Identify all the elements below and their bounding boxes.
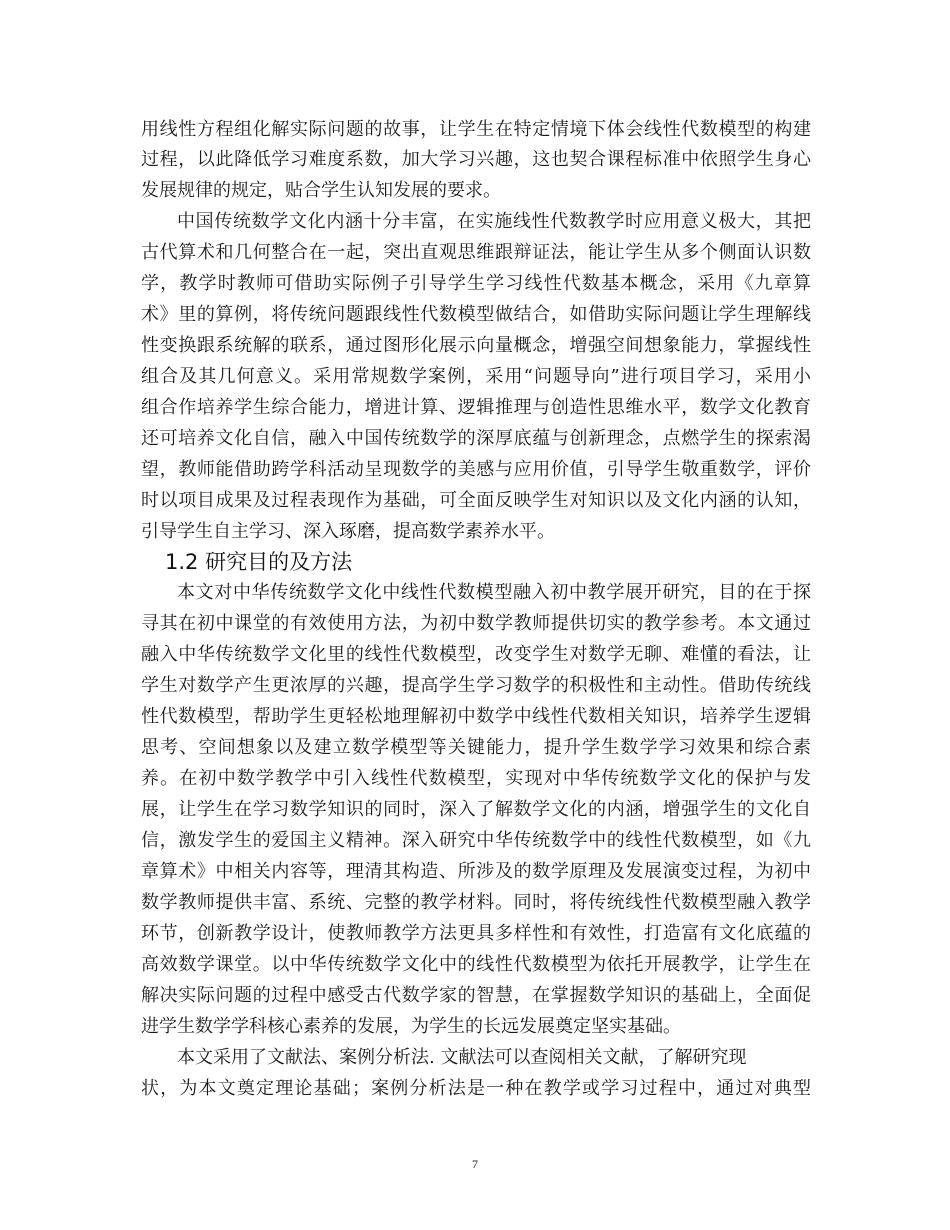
section-heading: 1.2 研究目的及方法 (165, 550, 353, 574)
paragraph-3-line-8: 展，让学生在学习数学知识的同时，深入了解数学文化的内涵，增强学生的文化自 (141, 799, 811, 820)
paragraph-3-line-2: 寻其在初中课堂的有效使用方法，为初中数学教师提供切实的教学参考。本文通过 (141, 613, 811, 634)
paragraph-1-line-1: 用线性方程组化解实际问题的故事，让学生在特定情境下体会线性代数模型的构建 (141, 119, 811, 140)
page-number: 7 (472, 1157, 478, 1171)
paragraph-1-line-2: 过程，以此降低学习难度系数，加大学习兴趣，这也契合课程标准中依照学生身心 (141, 149, 811, 170)
paragraph-2-line-6: 组合及其几何意义。采用常规数学案例，采用“问题导向”进行项目学习，采用小 (141, 366, 811, 387)
paragraph-3-line-12: 环节，创新教学设计，使教师教学方法更具多样性和有效性，打造富有文化底蕴的 (141, 923, 811, 944)
paragraph-4-line-1: 本文采用了文献法、案例分析法. 文献法可以查阅相关文献，了解研究现 (177, 1047, 747, 1068)
paragraph-2-line-7: 组合作培养学生综合能力，增进计算、逻辑推理与创造性思维水平，数学文化教育 (141, 397, 811, 418)
paragraph-2-line-5: 性变换跟系统解的联系，通过图形化展示向量概念，增强空间想象能力，掌握线性 (141, 335, 811, 356)
paragraph-4-line-2: 状，为本文奠定理论基础；案例分析法是一种在教学或学习过程中，通过对典型 (141, 1078, 811, 1099)
paragraph-2-line-3: 学，教学时教师可借助实际例子引导学生学习线性代数基本概念，采用《九章算 (141, 273, 811, 294)
paragraph-1-line-3: 发展规律的规定，贴合学生认知发展的要求。 (141, 180, 501, 201)
paragraph-2-line-11: 引导学生自主学习、深入琢磨，提高数学素养水平。 (141, 521, 555, 542)
paragraph-3-line-13: 高效数学课堂。以中华传统数学文化中的线性代数模型为依托开展教学，让学生在 (141, 954, 811, 975)
paragraph-2-line-2: 古代算术和几何整合在一起，突出直观思维跟辩证法，能让学生从多个侧面认识数 (141, 242, 811, 263)
paragraph-3-line-7: 养。在初中数学教学中引入线性代数模型，实现对中华传统数学文化的保护与发 (141, 768, 811, 789)
paragraph-3-line-5: 性代数模型，帮助学生更轻松地理解初中数学中线性代数相关知识，培养学生逻辑 (141, 706, 811, 727)
paragraph-2-line-4: 术》里的算例，将传统问题跟线性代数模型做结合，如借助实际问题让学生理解线 (141, 304, 811, 325)
paragraph-2-line-8: 还可培养文化自信，融入中国传统数学的深厚底蕴与创新理念，点燃学生的探索渴 (141, 428, 811, 449)
paragraph-3-line-10: 章算术》中相关内容等，理清其构造、所涉及的数学原理及发展演变过程，为初中 (141, 861, 811, 882)
paragraph-3-line-11: 数学教师提供丰富、系统、完整的教学材料。同时，将传统线性代数模型融入教学 (141, 892, 811, 913)
paragraph-2-line-9: 望，教师能借助跨学科活动呈现数学的美感与应用价值，引导学生敬重数学，评价 (141, 459, 811, 480)
paragraph-3-line-9: 信，激发学生的爱国主义精神。深入研究中华传统数学中的线性代数模型，如《九 (141, 830, 811, 851)
paragraph-3-line-1: 本文对中华传统数学文化中线性代数模型融入初中教学展开研究，目的在于探 (177, 582, 811, 603)
paragraph-3-line-15: 进学生数学学科核心素养的发展，为学生的长远发展奠定坚实基础。 (141, 1016, 681, 1037)
paragraph-3-line-6: 思考、空间想象以及建立数学模型等关键能力，提升学生数学学习效果和综合素 (141, 737, 811, 758)
paragraph-2-line-10: 时以项目成果及过程表现作为基础，可全面反映学生对知识以及文化内涵的认知， (141, 490, 811, 511)
paragraph-2-line-1: 中国传统数学文化内涵十分丰富，在实施线性代数教学时应用意义极大，其把 (177, 211, 811, 232)
paragraph-3-line-4: 学生对数学产生更浓厚的兴趣，提高学生学习数学的积极性和主动性。借助传统线 (141, 675, 811, 696)
paragraph-3-line-14: 解决实际问题的过程中感受古代数学家的智慧，在掌握数学知识的基础上，全面促 (141, 985, 811, 1006)
paragraph-3-line-3: 融入中华传统数学文化里的线性代数模型，改变学生对数学无聊、难懂的看法，让 (141, 644, 811, 665)
